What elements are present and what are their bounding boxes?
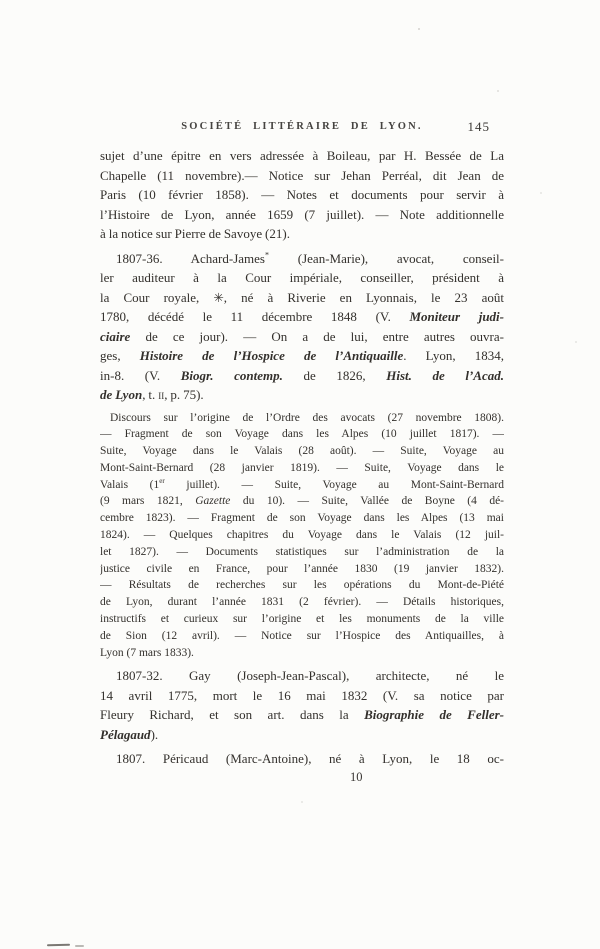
entry-continuation-paragraph [100,146,504,244]
paper-speck [575,341,577,343]
text-line: 1807. Péricaud (Marc-Antoine), né à Lyon, le 18 oc- [116,751,504,767]
text-line: de Sion (12 avril). — Notice sur l’Hospice des Antiquailles, à [100,629,504,642]
text-line: (9 mars 1821, Gazette du 10). — Suite, Vallée de Boyne (4 dé- [100,495,504,508]
running-title: SOCIÉTÉ LITTÉRAIRE DE LYON. [181,121,423,132]
scan-smudge [75,945,84,947]
text-line: Lyon (7 mars 1833). [100,646,194,659]
text-line: Suite, Voyage dans le Valais (28 août). — Suite, Voyage au [100,445,504,458]
text-line: ciaire de ce jour). — On a de lui, entre autres ouvra- [100,328,504,344]
text-line: 1807-32. Gay (Joseph-Jean-Pascal), architecte, né le [116,668,504,684]
paper-speck [497,90,499,92]
text-line: 14 avril 1775, mort le 16 mai 1832 (V. sa notice par [100,687,504,703]
text-line: Valais (1er juillet). — Suite, Voyage au Mont-Saint-Bernard [100,476,504,491]
decoration-star-icon: ✳ [213,290,224,305]
entry-1807-36-works-list [100,410,504,662]
text-line: — Résultats de recherches sur les opérations du Mont-de-Piété [100,579,504,592]
text-line: de Lyon, durant l’année 1831 (2 février). — Détails historiques, [100,596,504,609]
text-line: à la notice sur Pierre de Savoye (21). [100,226,290,241]
scan-smudge [47,944,70,947]
text-line: 1824). — Quelques chapitres du Voyage dans le Valais (12 juil- [100,529,504,542]
text-line: l’Histoire de Lyon, année 1659 (7 juillet). — Note additionnelle [100,206,504,222]
text-line: justice civile en France, pour l’année 1830 (19 janvier 1832). [100,562,504,575]
text-line: in-8. (V. Biogr. contemp. de 1826, Hist. de l’Acad. [100,367,504,383]
text-line: instructifs et curieux sur l’origine et les monuments de la ville [100,613,504,626]
text-line: cembre 1823). — Fragment de son Voyage dans les Alpes (13 mai [100,512,504,525]
signature-mark: 10 [350,769,363,784]
text-line: ges, Histoire de l’Hospice de l’Antiquaille. Lyon, 1834, [100,348,504,363]
text-line: sujet d’une épitre en vers adressée à Boileau, par H. Bessée de La [100,148,504,163]
entry-1807-32-paragraph [100,666,504,744]
text-line: 1807-36. Achard-James* (Jean-Marie), avocat, conseil- [116,250,504,266]
paper-speck [301,801,303,803]
text-line: de Lyon, t. ii, p. 75). [100,387,204,402]
page-number: 145 [467,119,490,134]
text-line: 1780, décédé le 11 décembre 1848 (V. Moniteur judi- [100,309,504,324]
text-line: Paris (10 février 1858). — Notes et documents pour servir à [100,187,504,202]
text-line: Mont-Saint-Bernard (28 janvier 1819). — Suite, Voyage dans le [100,461,504,474]
text-column [100,121,504,785]
text-line: let 1827). — Documents statistiques sur l’administration de la [100,545,504,558]
entry-1807-36-paragraph [100,249,504,405]
text-line: Chapelle (11 novembre).— Notice sur Jehan Perréal, dit Jean de [100,167,504,183]
text-line: — Fragment de son Voyage dans les Alpes (10 juillet 1817). — [100,428,504,441]
text-line: ler auditeur à la Cour impériale, conseiller, président à [100,270,504,285]
paper-speck [540,192,542,194]
entry-1807-pericaud-paragraph [100,749,504,769]
text-line: la Cour royale, ✳, né à Riverie en Lyonnais, le 23 août [100,289,504,305]
page-header [100,121,504,136]
text-line: Discours sur l’origine de l’Ordre des avocats (27 novembre 1808). [110,411,504,424]
paper-speck [418,28,420,30]
text-line: Pélagaud). [100,726,159,742]
text-line: Fleury Richard, et son art. dans la Biographie de Feller- [100,707,504,723]
